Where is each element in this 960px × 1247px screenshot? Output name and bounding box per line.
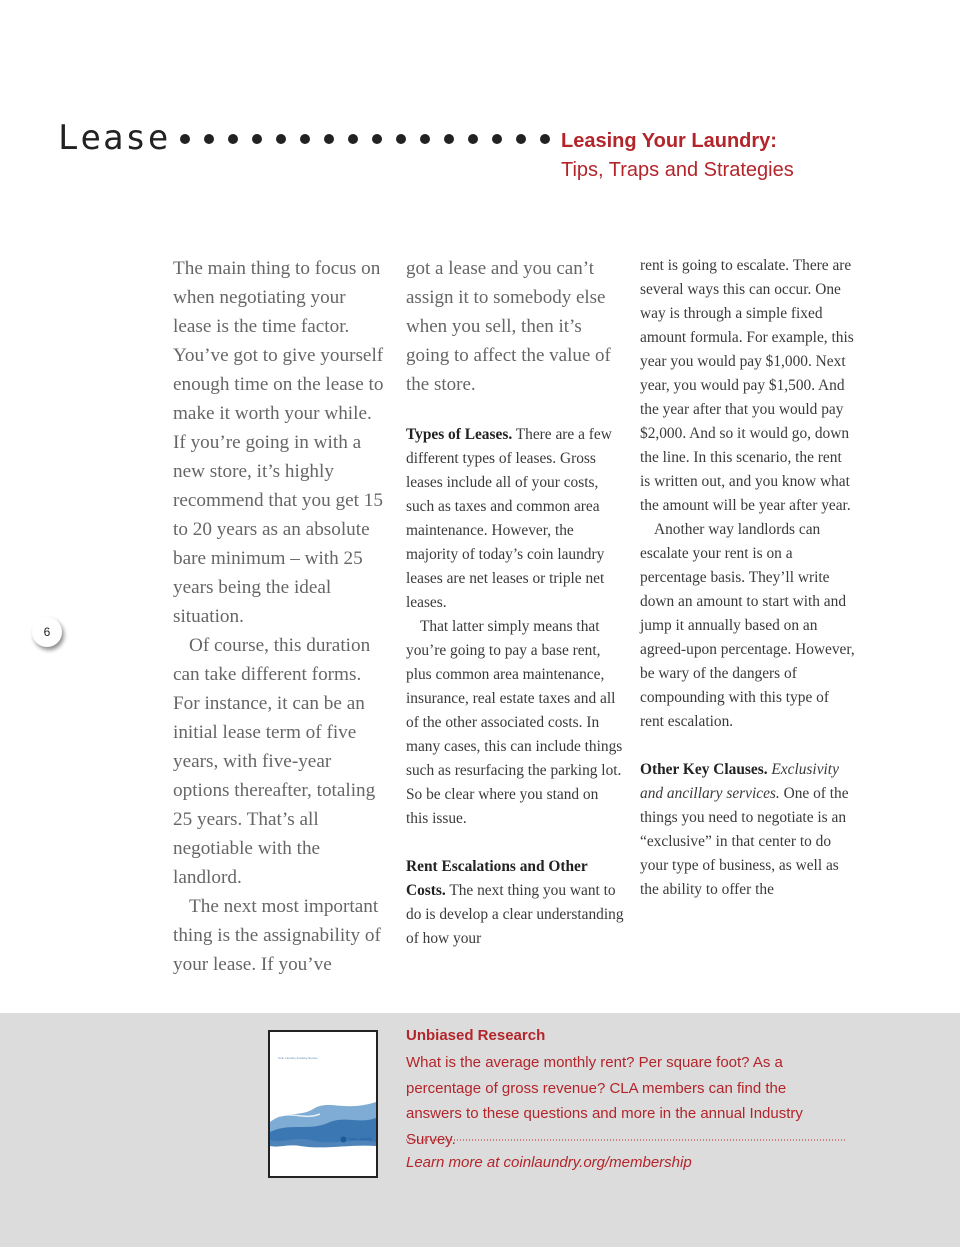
page-number-badge: 6 [32,617,62,647]
article-subtitle: Tips, Traps and Strategies [561,159,794,181]
paragraph [640,758,855,902]
text-column-3 [640,254,855,902]
subhead-other-key-clauses: Other Key Clauses. [640,761,768,778]
text-column-2 [406,254,624,951]
section-label: Lease [58,118,171,158]
paragraph [406,423,624,615]
paragraph: Another way landlords can escalate your rent is on a percentage basis. They’ll write down an amount to start with and jump it annually based on an agreed-upon percentage. However, be wary of the dangers of compounding with this type of rent escalation. [640,521,855,730]
paragraph [406,855,624,951]
page-header [58,118,918,198]
paragraph: That latter simply means that you’re going to pay a base rent, plus common area maintenance, insurance, real estate taxes and all of the other associated costs. In many cases, this can include things such as resurfacing the parking lot. So be clear where you stand on this issue. [406,618,623,827]
sidebar-title: Unbiased Research [406,1027,546,1044]
italic-phrase: Exclusivity and ancillary services. [640,761,839,802]
paragraph: The main thing to focus on when negotiating your lease is the time factor. You’ve got to give yourself enough time on the lease to make it worth your while. If you’re going in with a new store, it’s highly recommend that you get 15 to 20 years as an absolute bare minimum – with 25 years being the ideal situation. [173,258,384,627]
text-column-1 [173,254,388,979]
paragraph-text: One of the things you need to negotiate is an “exclusive” in that center to do your type of business, as well as the ability to offer the [640,785,849,898]
sidebar-body: What is the average monthly rent? Per square foot? As a percentage of gross revenue? CLA members can find the answers to these questions and more in the annual Industry Survey. [406,1054,803,1148]
paragraph-text: The next thing you want to do is develop a clear understanding of how your [406,882,624,947]
survey-cover-image [268,1030,378,1178]
subhead-types-of-leases: Types of Leases. [406,426,513,443]
membership-link[interactable]: Learn more at coinlaundry.org/membership [406,1154,692,1171]
cover-title: Coin Laundry Industry Survey [278,1056,318,1060]
cover-logo-text: Coin Laundry [348,1136,372,1141]
dotted-divider [406,1139,846,1141]
cover-logo [340,1136,370,1144]
subhead-rent-escalations: Rent Escalations and Other Costs. [406,858,588,899]
logo-circle-icon [340,1136,347,1143]
article-title: Leasing Your Laundry: [561,130,777,152]
paragraph: rent is going to escalate. There are several ways this can occur. One way is through a simple fixed amount formula. For example, this year you would pay $1,000. Next year, you would pay $1,500. And the year after that you would pay $2,000. And so it would go, down the line. In this scenario, the rent is written out, and you know what the amount will be year after year. [640,257,854,514]
paragraph-text: There are a few different types of leases. Gross leases include all of your costs, such as taxes and common area maintenance. However, the majority of today’s coin laundry leases are net leases or triple net leases. [406,426,612,611]
paragraph: got a lease and you can’t assign it to somebody else when you sell, then it’s going to affect the value of the store. [406,258,611,395]
paragraph: Of course, this duration can take different forms. For instance, it can be an initial lease term of five years, with five-year options thereafter, totaling 25 years. That’s all negotiable with the landlord. [173,635,376,888]
paragraph: The next most important thing is the assignability of your lease. If you’ve [173,896,381,975]
dot-leader [178,132,608,146]
